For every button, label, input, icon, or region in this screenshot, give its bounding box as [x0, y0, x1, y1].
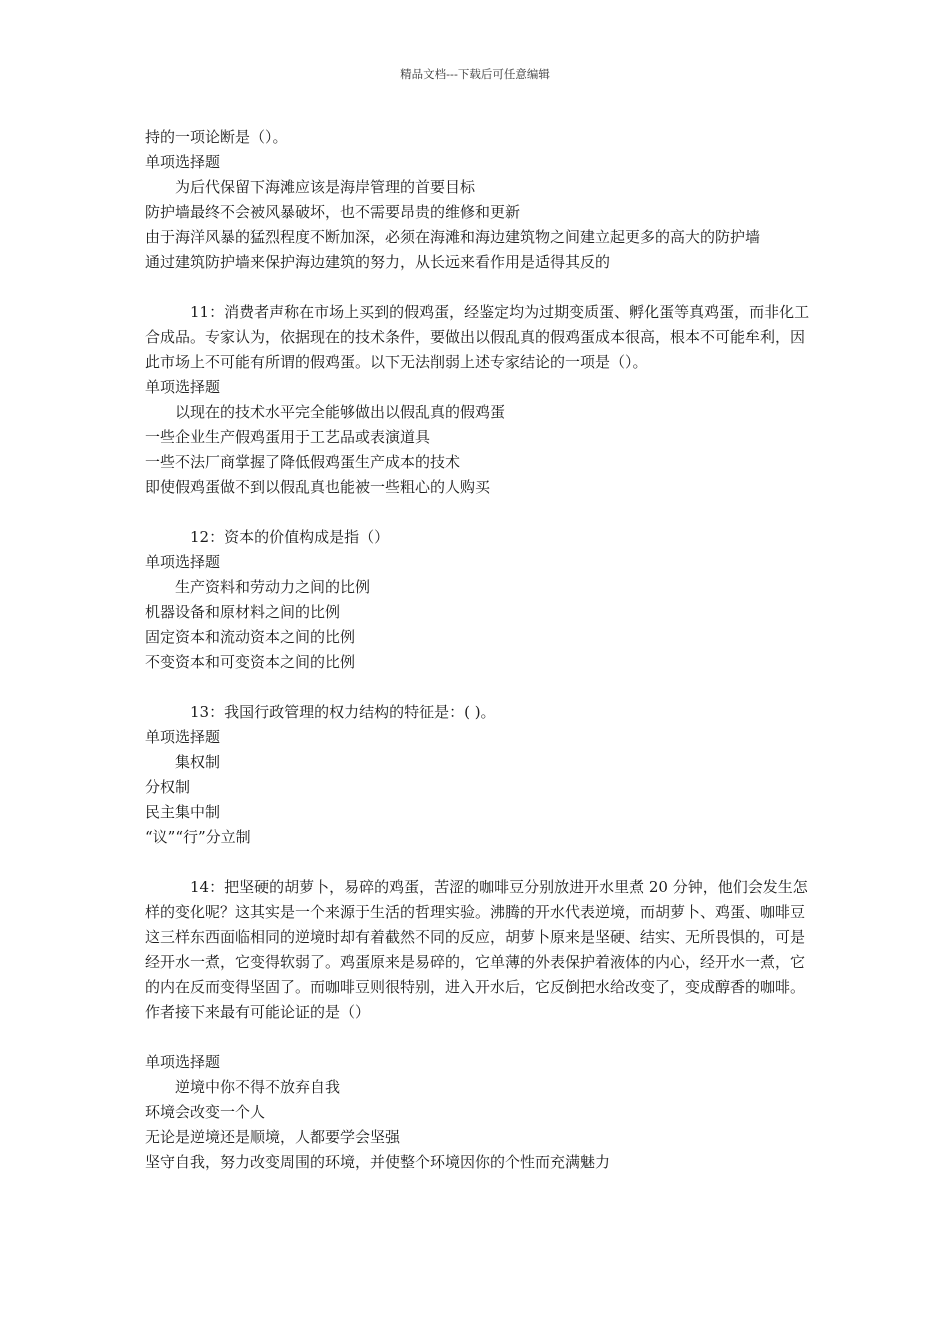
option-c: 民主集中制	[145, 803, 221, 821]
question-stem: 13：我国行政管理的权力结构的特征是：( )。	[190, 703, 496, 721]
option-a: 逆境中你不得不放弃自我	[175, 1078, 341, 1096]
option-c: 由于海洋风暴的猛烈程度不断加深，必须在海滩和海边建筑物之间建立起更多的高大的防护墙	[145, 228, 761, 246]
question-10	[145, 125, 815, 275]
question-type: 单项选择题	[145, 1053, 221, 1071]
option-a: 生产资料和劳动力之间的比例	[175, 578, 371, 596]
question-type: 单项选择题	[145, 153, 221, 171]
option-a: 以现在的技术水平完全能够做出以假乱真的假鸡蛋	[175, 403, 506, 421]
question-stem: 持的一项论断是（）。	[145, 128, 288, 146]
option-b: 防护墙最终不会被风暴破坏，也不需要昂贵的维修和更新	[145, 203, 521, 221]
question-12	[145, 525, 815, 675]
question-type: 单项选择题	[145, 378, 221, 396]
option-a: 集权制	[175, 753, 221, 771]
page-header: 精品文档---下载后可任意编辑	[400, 67, 550, 81]
question-type: 单项选择题	[145, 728, 221, 746]
question-stem: 12：资本的价值构成是指（）	[190, 528, 390, 546]
option-d: 不变资本和可变资本之间的比例	[145, 653, 356, 671]
option-a: 为后代保留下海滩应该是海岸管理的首要目标	[175, 178, 476, 196]
option-d: 坚守自我，努力改变周围的环境，并使整个环境因你的个性而充满魅力	[145, 1153, 611, 1171]
option-d: 即使假鸡蛋做不到以假乱真也能被一些粗心的人购买	[145, 478, 491, 496]
option-b: 分权制	[145, 778, 191, 796]
option-b: 环境会改变一个人	[145, 1103, 266, 1121]
question-13	[145, 700, 815, 850]
question-stem: 14：把坚硬的胡萝卜，易碎的鸡蛋，苦涩的咖啡豆分别放进开水里煮 20 分钟，他们会发生怎样的变化呢？这其实是一个来源于生活的哲理实验。沸腾的开水代表逆境，而胡萝卜、鸡蛋、咖啡豆这三样东西面临相同的逆境时却有着截然不同的反应，胡萝卜原来是坚硬、结实、无所畏惧的，可是经开水一煮，它变得软弱了。鸡蛋原来是易碎的，它单薄的外表保护着液体的内心，经开水一煮，它的内在反而变得坚固了。而咖啡豆则很特别，进入开水后，它反倒把水给改变了，变成醇香的咖啡。作者接下来最有可能论证的是（）	[145, 878, 808, 1021]
option-c: 固定资本和流动资本之间的比例	[145, 628, 356, 646]
question-14	[145, 875, 815, 1175]
option-d: 通过建筑防护墙来保护海边建筑的努力，从长远来看作用是适得其反的	[145, 253, 611, 271]
option-b: 机器设备和原材料之间的比例	[145, 603, 341, 621]
document-body	[145, 125, 815, 1175]
question-type: 单项选择题	[145, 553, 221, 571]
option-c: 无论是逆境还是顺境，人都要学会坚强	[145, 1128, 401, 1146]
option-b: 一些企业生产假鸡蛋用于工艺品或表演道具	[145, 428, 431, 446]
question-11	[145, 300, 815, 500]
option-d: “议”“行”分立制	[145, 828, 251, 846]
option-c: 一些不法厂商掌握了降低假鸡蛋生产成本的技术	[145, 453, 461, 471]
question-stem: 11：消费者声称在市场上买到的假鸡蛋，经鉴定均为过期变质蛋、孵化蛋等真鸡蛋，而非化工合成品。专家认为，依据现在的技术条件，要做出以假乱真的假鸡蛋成本很高，根本不可能牟利，因此市场上不可能有所谓的假鸡蛋。以下无法削弱上述专家结论的一项是（）。	[145, 303, 810, 371]
